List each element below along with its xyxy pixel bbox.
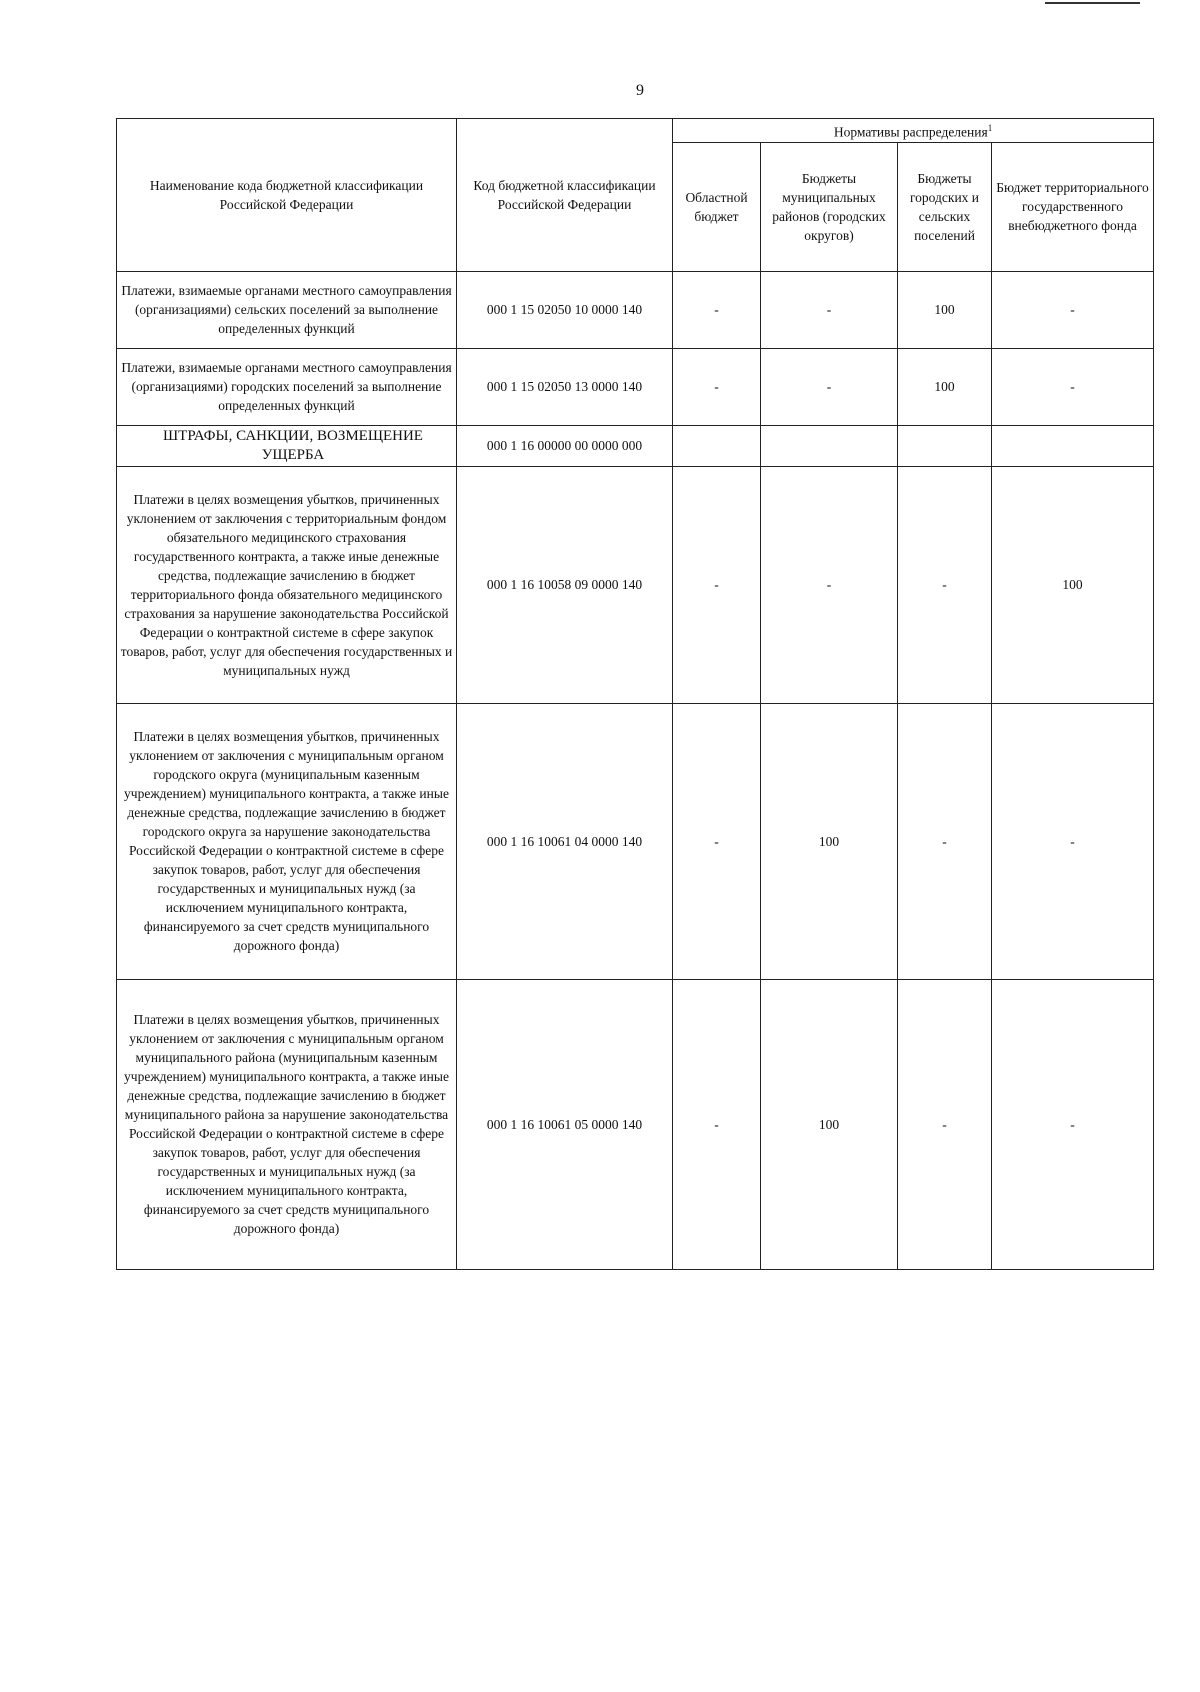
row-regional: - [673,466,761,703]
row-regional: - [673,703,761,979]
row-regional: - [673,979,761,1269]
table-row [117,271,1154,348]
header-distribution-norms [673,119,1154,143]
row-settlements: - [898,979,992,1269]
top-edge-rule [1045,2,1140,4]
row-name: Платежи в целях возмещения убытков, причиненных уклонением от заключения с муниципальным органом муниципального района (муниципальным казенным учреждением) муниципального контракта, а также иные денежные средства, подлежащие зачислению в бюджет муниципального района за нарушение законодательства Российской Федерации о контрактной системе в сфере закупок товаров, работ, услуг для обеспечения государственных и муниципальных нужд (за исключением муниципального контракта, финансируемого за счет средств муниципального дорожного фонда) [117,979,457,1269]
row-name: ШТРАФЫ, САНКЦИИ, ВОЗМЕЩЕНИЕ УЩЕРБА [117,425,457,466]
header-name: Наименование кода бюджетной классификации Российской Федерации [117,119,457,272]
row-settlements: 100 [898,348,992,425]
table-row [117,979,1154,1269]
header-code: Код бюджетной классификации Российской Федерации [457,119,673,272]
row-settlements: 100 [898,271,992,348]
row-code: 000 1 15 02050 10 0000 140 [457,271,673,348]
row-name: Платежи в целях возмещения убытков, причиненных уклонением от заключения с муниципальным органом городского округа (муниципальным казенным учреждением) муниципального контракта, а также иные денежные средства, подлежащие зачислению в бюджет городского округа за нарушение законодательства Российской Федерации о контрактной системе в сфере закупок товаров, работ, услуг для обеспечения государственных и муниципальных нужд (за исключением муниципального контракта, финансируемого за счет средств муниципального дорожного фонда) [117,703,457,979]
header-regional: Областной бюджет [673,142,761,271]
row-fund: - [992,271,1154,348]
row-municipal [761,425,898,466]
row-code: 000 1 15 02050 13 0000 140 [457,348,673,425]
row-settlements: - [898,466,992,703]
header-settlements: Бюджеты городских и сельских поселений [898,142,992,271]
header-distribution-norms-label: Нормативы распределения [833,124,988,140]
row-fund [992,425,1154,466]
row-fund: 100 [992,466,1154,703]
row-regional: - [673,271,761,348]
row-municipal: - [761,348,898,425]
row-municipal: - [761,466,898,703]
table-row [117,466,1154,703]
row-code: 000 1 16 10061 05 0000 140 [457,979,673,1269]
page-number: 9 [636,82,644,99]
header-footnote-mark: 1 [987,123,993,133]
row-name: Платежи, взимаемые органами местного самоуправления (организациями) городских поселений за выполнение определенных функций [117,348,457,425]
header-municipal-districts: Бюджеты муниципальных районов (городских округов) [761,142,898,271]
row-code: 000 1 16 10058 09 0000 140 [457,466,673,703]
header-row-top [117,119,1154,143]
row-name: Платежи в целях возмещения убытков, причиненных уклонением от заключения с территориальным фондом обязательного медицинского страхования государственного контракта, а также иные денежные средства, подлежащие зачислению в бюджет территориального фонда обязательного медицинского страхования за нарушение законодательства Российской Федерации о контрактной системе в сфере закупок товаров, работ, услуг для обеспечения государственных и муниципальных нужд [117,466,457,703]
header-territorial-fund: Бюджет территориального государственного внебюджетного фонда [992,142,1154,271]
table-row [117,348,1154,425]
row-municipal: 100 [761,979,898,1269]
row-fund: - [992,348,1154,425]
row-municipal: 100 [761,703,898,979]
table-row [117,703,1154,979]
row-settlements [898,425,992,466]
table-row-section [117,425,1154,466]
row-regional [673,425,761,466]
row-name: Платежи, взимаемые органами местного самоуправления (организациями) сельских поселений за выполнение определенных функций [117,271,457,348]
row-settlements: - [898,703,992,979]
budget-classification-table [116,118,1154,1270]
row-code: 000 1 16 10061 04 0000 140 [457,703,673,979]
row-regional: - [673,348,761,425]
row-code: 000 1 16 00000 00 0000 000 [457,425,673,466]
row-fund: - [992,979,1154,1269]
row-municipal: - [761,271,898,348]
row-fund: - [992,703,1154,979]
